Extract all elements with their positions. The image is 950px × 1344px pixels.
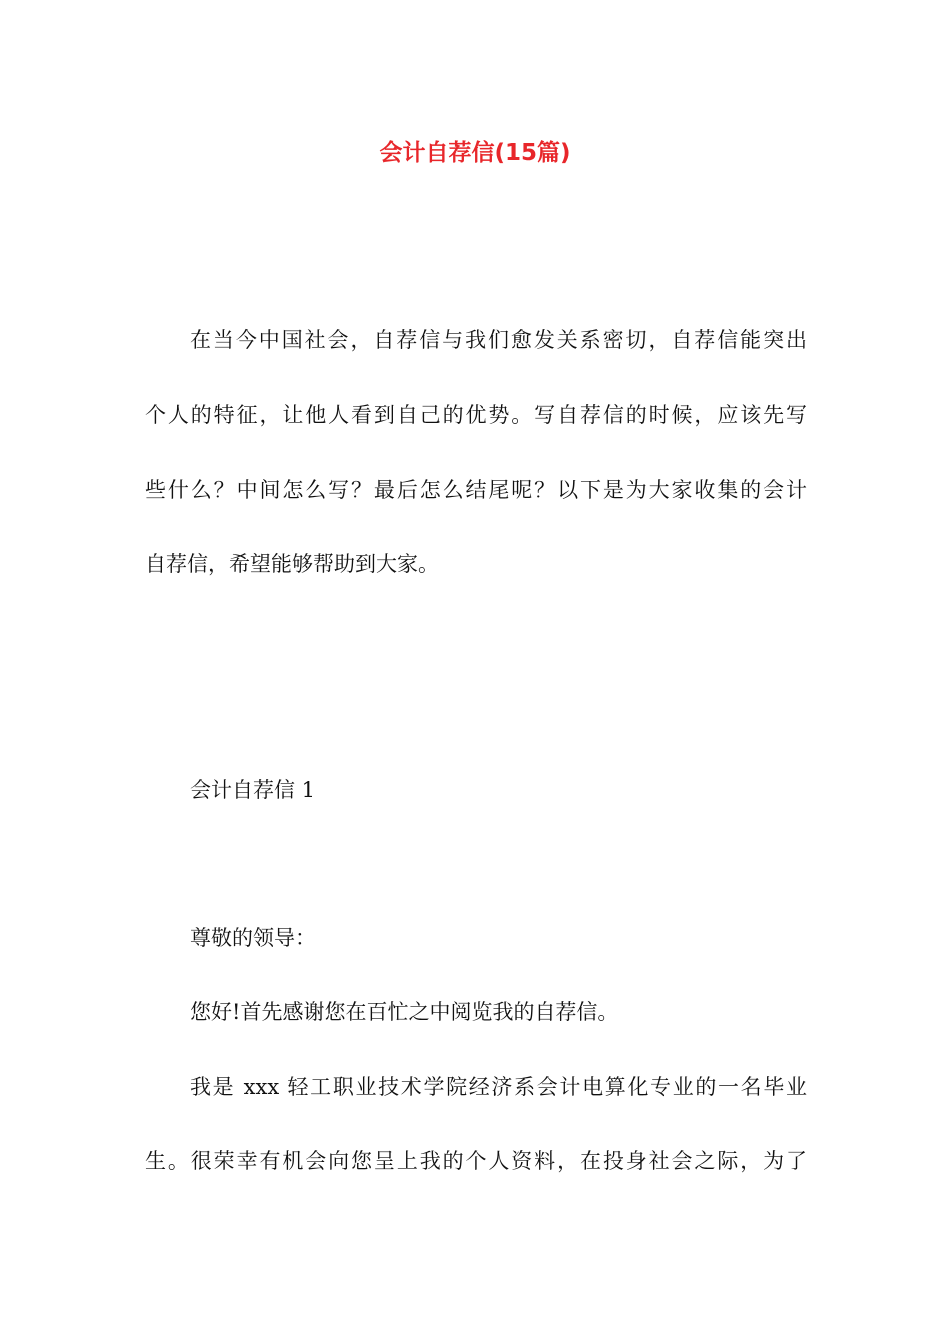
document-title: 会计自荐信(15篇) <box>379 140 571 166</box>
intro-line-3: 些什么？中间怎么写？最后怎么结尾呢？以下是为大家收集的会计 <box>145 478 807 502</box>
greeting-line: 您好!首先感谢您在百忙之中阅览我的自荐信。 <box>190 1000 619 1024</box>
body-line-1: 我是 xxx 轻工职业技术学院经济系会计电算化专业的一名毕业 <box>190 1075 807 1099</box>
body-line-2: 生。很荣幸有机会向您呈上我的个人资料，在投身社会之际，为了 <box>145 1149 807 1173</box>
intro-line-4: 自荐信，希望能够帮助到大家。 <box>145 552 439 576</box>
salutation: 尊敬的领导： <box>190 926 316 950</box>
section-heading: 会计自荐信 1 <box>190 778 316 802</box>
intro-line-2: 个人的特征，让他人看到自己的优势。写自荐信的时候，应该先写 <box>145 403 807 427</box>
intro-line-1: 在当今中国社会，自荐信与我们愈发关系密切，自荐信能突出 <box>190 328 807 352</box>
